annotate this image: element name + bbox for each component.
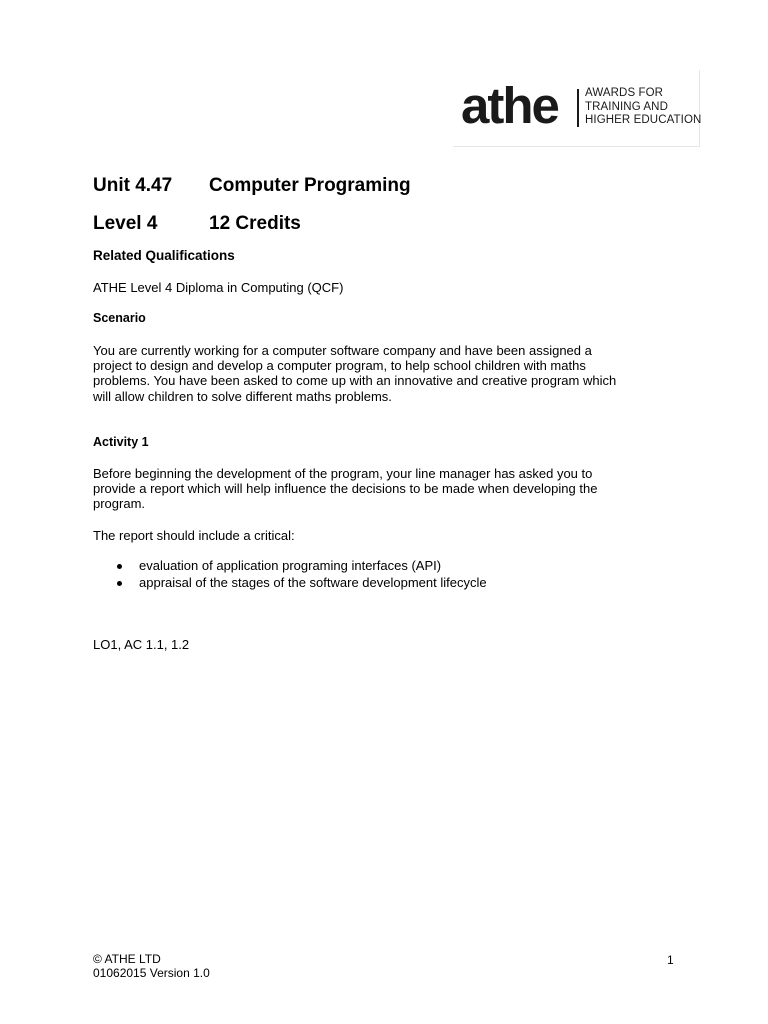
- logo-tagline-line: AWARDS FOR: [585, 87, 664, 99]
- credits-label: 12 Credits: [209, 213, 301, 234]
- learning-outcomes: LO1, AC 1.1, 1.2: [93, 637, 190, 652]
- activity-intro-line: Before beginning the development of the program, your line manager has asked you to: [93, 466, 593, 481]
- scenario-line: will allow children to solve different maths problems.: [93, 388, 392, 404]
- scenario-line: problems. You have been asked to come up with an innovative and creative program which: [93, 373, 617, 389]
- unit-number: Unit 4.47: [93, 175, 173, 196]
- activity-intro-line: provide a report which will help influence the decisions to be made when developing the: [93, 481, 598, 497]
- list-item-text: appraisal of the stages of the software development lifecycle: [139, 575, 487, 590]
- footer-copyright: © ATHE LTD: [93, 952, 161, 966]
- activity-intro-line: program.: [93, 496, 146, 512]
- logo-tagline: [585, 87, 701, 128]
- logo-wordmark: athe: [461, 77, 558, 134]
- report-intro: The report should include a critical:: [93, 528, 295, 543]
- footer-version: 01062015 Version 1.0: [93, 966, 210, 980]
- bullet-icon: [117, 564, 122, 569]
- activity-intro-paragraph: [93, 466, 683, 512]
- related-qualifications-text: ATHE Level 4 Diploma in Computing (QCF): [93, 280, 344, 295]
- bullet-icon: [117, 581, 122, 586]
- logo-divider: [577, 89, 579, 127]
- activity-heading: Activity 1: [93, 435, 149, 449]
- list-item-text: evaluation of application programing interfaces (API): [139, 558, 442, 573]
- scenario-heading: Scenario: [93, 311, 146, 325]
- level-label: Level 4: [93, 213, 158, 234]
- logo-tagline-line: TRAINING AND: [585, 100, 668, 113]
- scenario-paragraph: [93, 343, 683, 404]
- scenario-line: project to design and develop a computer program, to help school children with maths: [93, 358, 586, 374]
- athe-logo: [453, 70, 700, 147]
- unit-title: Computer Programing: [209, 175, 411, 196]
- related-qualifications-heading: Related Qualifications: [93, 248, 235, 263]
- page-number: 1: [667, 953, 674, 967]
- logo-tagline-line: HIGHER EDUCATION: [585, 114, 702, 126]
- scenario-line: You are currently working for a computer software company and have been assigned a: [93, 343, 592, 358]
